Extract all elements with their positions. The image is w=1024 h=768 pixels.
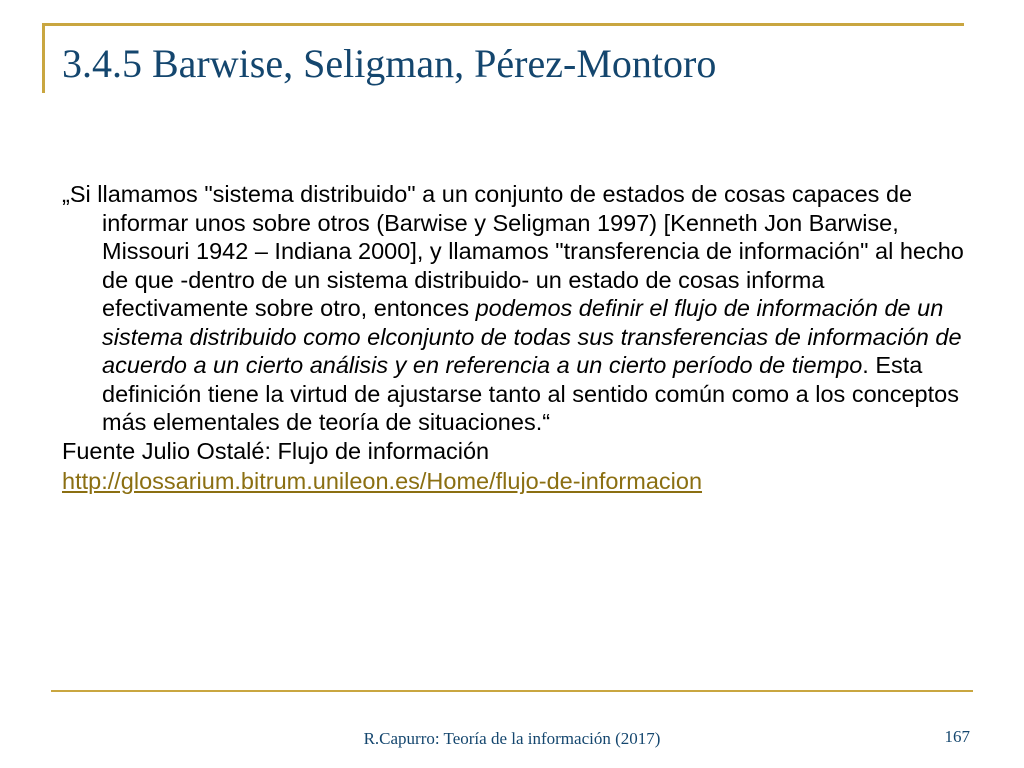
source-link-paragraph [62, 467, 967, 496]
source-link[interactable]: http://glossarium.bitrum.unileon.es/Home/flujo-de-informacion [62, 468, 703, 494]
quote-paragraph [62, 180, 967, 437]
quote-text-part1: „Si llamamos "sistema distribuido" a un conjunto de estados de cosas capaces de informar unos sobre otros (Barwise y Seligman 1997) [Kenneth Jon Barwise, Missouri 1942 – Indiana 2000], y llamamos "transferencia de información" al hecho de que -dentro de un sistema distribuido- un estado de cosas informa efectivamente sobre otro, entonces [62, 181, 964, 321]
slide-title: 3.4.5 Barwise, Seligman, Pérez-Montoro [62, 41, 717, 86]
source-line: Fuente Julio Ostalé: Flujo de información [62, 437, 490, 464]
footer-rule [51, 690, 973, 692]
slide-body [62, 180, 967, 496]
quote-text-italic: podemos definir el flujo de información de un sistema distribuido como elconjunto de todas sus transferencias de información de acuerdo a un cierto análisis y en referencia a un cierto período de tiempo [102, 295, 962, 378]
footer-text: R.Capurro: Teoría de la información (2017) [363, 729, 661, 748]
quote-text-part2: . Esta definición tiene la virtud de ajustarse tanto al sentido común como a los conceptos más elementales de teoría de situaciones.“ [102, 352, 959, 435]
title-frame-top-rule [42, 23, 964, 26]
page-number: 167 [944, 727, 970, 746]
title-frame-left-rule [42, 23, 45, 93]
